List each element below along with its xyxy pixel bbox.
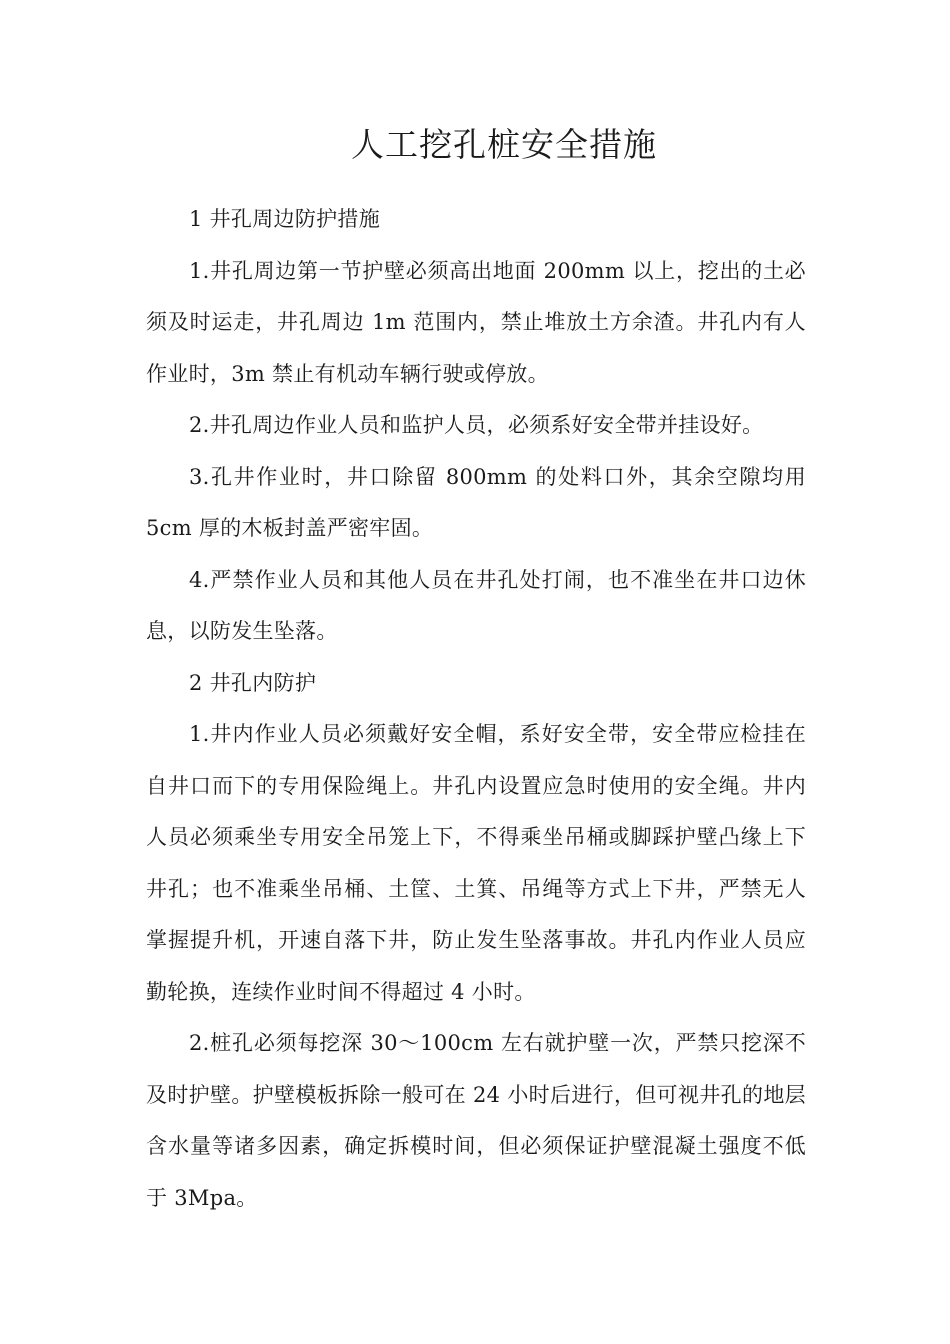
paragraph: 2.桩孔必须每挖深 30～100cm 左右就护壁一次，严禁只挖深不及时护壁。护壁模板拆除一般可在 24 小时后进行，但可视井孔的地层含水量等诸多因素，确定拆模时间，但必须保证护壁混凝土强度不低于 3Mpa。 <box>146 1031 806 1210</box>
paragraph: 1.井孔周边第一节护壁必须高出地面 200mm 以上，挖出的土必须及时运走，井孔周边 1m 范围内，禁止堆放土方余渣。井孔内有人作业时，3m 禁止有机动车辆行驶或停放。 <box>146 258 806 386</box>
paragraph: 2.井孔周边作业人员和监护人员，必须系好安全带并挂设好。 <box>189 413 764 437</box>
section-heading-2: 2 井孔内防护 <box>189 670 317 695</box>
paragraph: 3.孔井作业时，井口除留 800mm 的处料口外，其余空隙均用 5cm 厚的木板封盖严密牢固。 <box>146 464 806 540</box>
paragraph: 4.严禁作业人员和其他人员在井孔处打闹，也不准坐在井口边休息，以防发生坠落。 <box>146 567 806 643</box>
document-title: 人工挖孔桩安全措施 <box>351 125 657 164</box>
paragraph: 1.井内作业人员必须戴好安全帽，系好安全带，安全带应检挂在自井口而下的专用保险绳上。井孔内设置应急时使用的安全绳。井内人员必须乘坐专用安全吊笼上下，不得乘坐吊桶或脚踩护壁凸缘上下井孔；也不准乘坐吊桶、土筐、土箕、吊绳等方式上下井，严禁无人掌握提升机，开速自落下井，防止发生坠落事故。井孔内作业人员应勤轮换，连续作业时间不得超过 4 小时。 <box>146 722 806 1004</box>
section-heading-1: 1 井孔周边防护措施 <box>189 207 381 231</box>
document-page <box>146 118 806 1224</box>
